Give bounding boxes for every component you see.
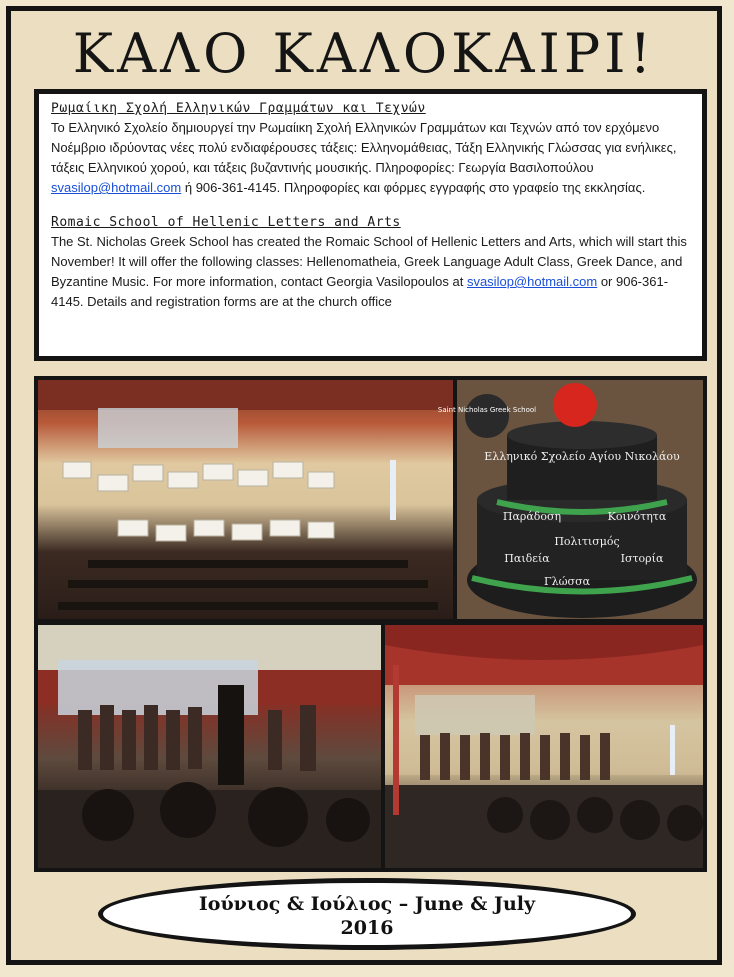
cake-word-5: Ιστορία [620, 552, 664, 565]
footer-year: 2016 [340, 917, 394, 939]
english-section-body [51, 232, 692, 312]
photo-stage-wide [381, 621, 707, 872]
greek-email-link[interactable]: svasilop@hotmail.com [51, 180, 182, 195]
headline: ΚΑΛΟ ΚΑΛΟΚΑΙΡΙ! [72, 22, 656, 85]
english-body-text-end: or 906-361-4145. Details and registration forms are at the church office [51, 274, 669, 309]
english-body-text: The St. Nicholas Greek School has created the Romaic School of Hellenic Letters and Arts, which will start this November! It will offer the following classes: Hellenomatheia, Greek Language Adult Class, Greek Dance, and Byzantine Music. For more information, contact Georgia Vasilopoulos at [51, 234, 687, 289]
announcement-box [34, 89, 707, 361]
english-email-link[interactable]: svasilop@hotmail.com [466, 274, 598, 289]
cake-word-3: Πολιτισμός [554, 535, 620, 548]
cake-word-1: Παράδοση [502, 510, 562, 523]
stage-wide-illustration [385, 625, 703, 868]
cake-illustration [437, 380, 703, 619]
photo-student-performance [34, 621, 385, 872]
cake-word-2: Κοινότητα [607, 510, 667, 523]
greek-body-text: Το Ελληνικό Σχολείο δημιουργεί την Ρωμαίικη Σχολή Ελληνικών Γραμμάτων και Τεχνών από τον ερχόμενο Νοέμβριο ιδρύοντας νέες πολύ ενδιαφέρουσες τάξεις: Ελληνομάθειας, Τάξη Ελληνικής Γλώσσας για ενήλικες, τάξεις Ελληνικού χορού, και τάξεις βυζαντινής μουσικής. Πληροφορίες: Γεωργία Βασιλοπούλου [51, 120, 677, 175]
students-stage-illustration [38, 380, 453, 619]
cake-word-6: Γλώσσα [543, 575, 591, 588]
newsletter-page [6, 6, 722, 965]
greek-section-title: Ρωμαίικη Σχολή Ελληνικών Γραμμάτων και Τεχνών [51, 101, 426, 116]
footer-date-banner [98, 878, 636, 950]
performance-illustration [38, 625, 381, 868]
cake-title-text: Ελληνικό Σχολείο Αγίου Νικολάου [484, 450, 680, 463]
cake-word-4: Παιδεία [504, 552, 550, 565]
greek-section-body [51, 118, 692, 198]
english-section-title: Romaic School of Hellenic Letters and Arts [51, 215, 401, 230]
greek-body-text-end: ή 906-361-4145. Πληροφορίες και φόρμες εγγραφής στο γραφείο της εκκλησίας. [181, 180, 646, 195]
footer-months: Ιούνιος & Ιούλιος – June & July [198, 893, 536, 915]
cake-badge-text: Saint Nicholas Greek School [437, 406, 537, 414]
photo-school-cake [437, 376, 707, 623]
photo-students-with-signs [34, 376, 457, 623]
